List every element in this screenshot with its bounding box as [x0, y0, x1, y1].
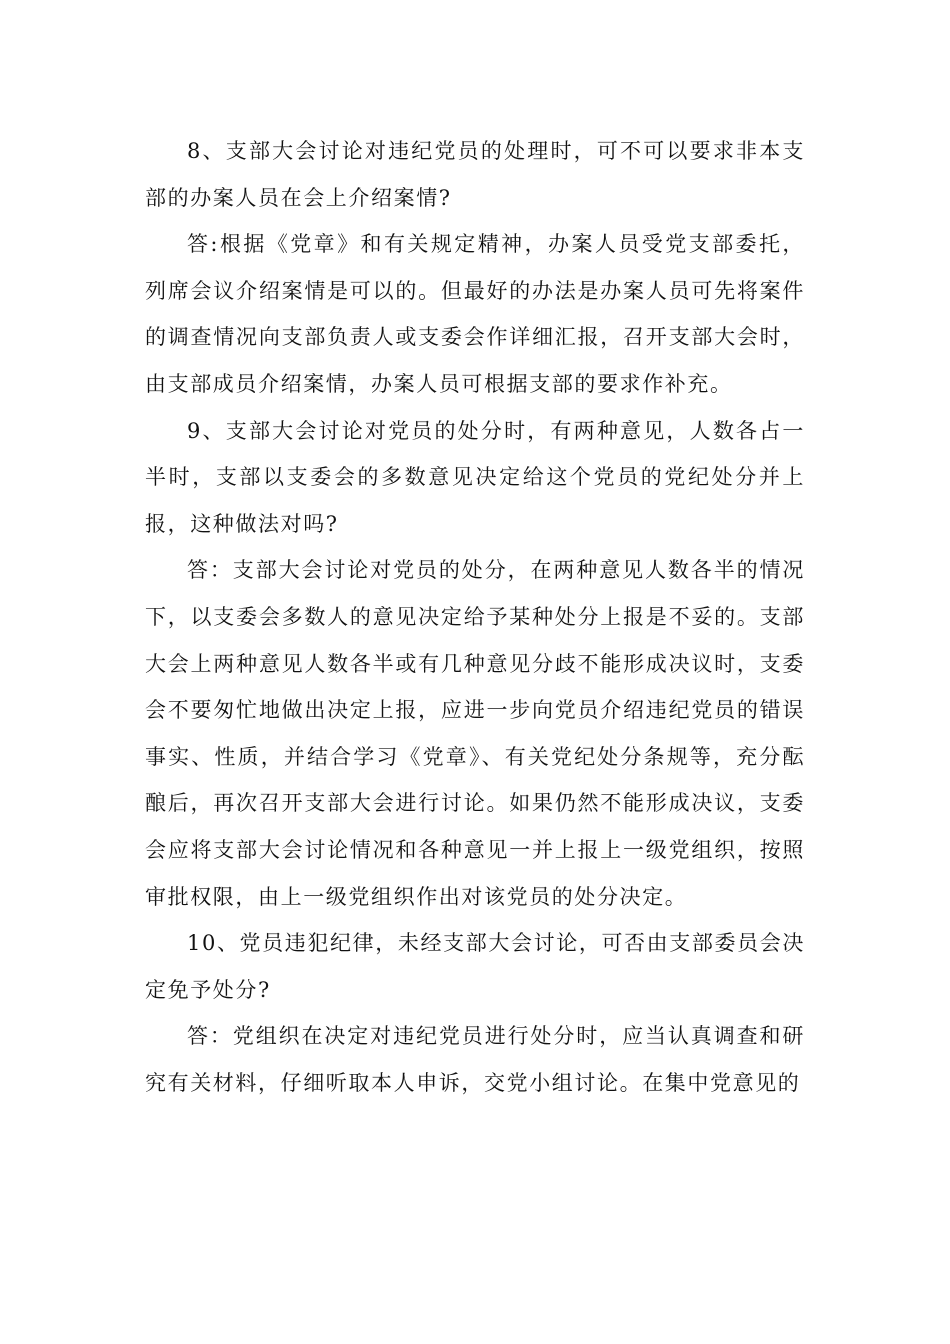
question-8: 8、支部大会讨论对违纪党员的处理时，可不可以要求非本支部的办案人员在会上介绍案情?	[145, 139, 805, 210]
document-body	[145, 128, 805, 1106]
question-10: 10、党员违犯纪律，未经支部大会讨论，可否由支部委员会决定免予处分?	[145, 931, 805, 1002]
answer-10: 答：党组织在决定对违纪党员进行处分时，应当认真调查和研究有关材料，仔细听取本人申诉，交党小组讨论。在集中党意见的	[145, 1024, 805, 1095]
question-9: 9、支部大会讨论对党员的处分时，有两种意见，人数各占一半时，支部以支委会的多数意见决定给这个党员的党纪处分并上报，这种做法对吗?	[145, 418, 805, 536]
answer-9: 答：支部大会讨论对党员的处分，在两种意见人数各半的情况下，以支委会多数人的意见决定给予某种处分上报是不妥的。支部大会上两种意见人数各半或有几种意见分歧不能形成决议时，支委会不要匆忙地做出决定上报，应进一步向党员介绍违纪党员的错误事实、性质，并结合学习《党章》、有关党纪处分条规等，充分酝酿后，再次召开支部大会进行讨论。如果仍然不能形成决议，支委会应将支部大会讨论情况和各种意见一并上报上一级党组织，按照审批权限，由上一级党组织作出对该党员的处分决定。	[145, 558, 805, 909]
answer-8: 答:根据《党章》和有关规定精神，办案人员受党支部委托，列席会议介绍案情是可以的。但最好的办法是办案人员可先将案件的调查情况向支部负责人或支委会作详细汇报，召开支部大会时，由支部成员介绍案情，办案人员可根据支部的要求作补充。	[145, 232, 805, 396]
